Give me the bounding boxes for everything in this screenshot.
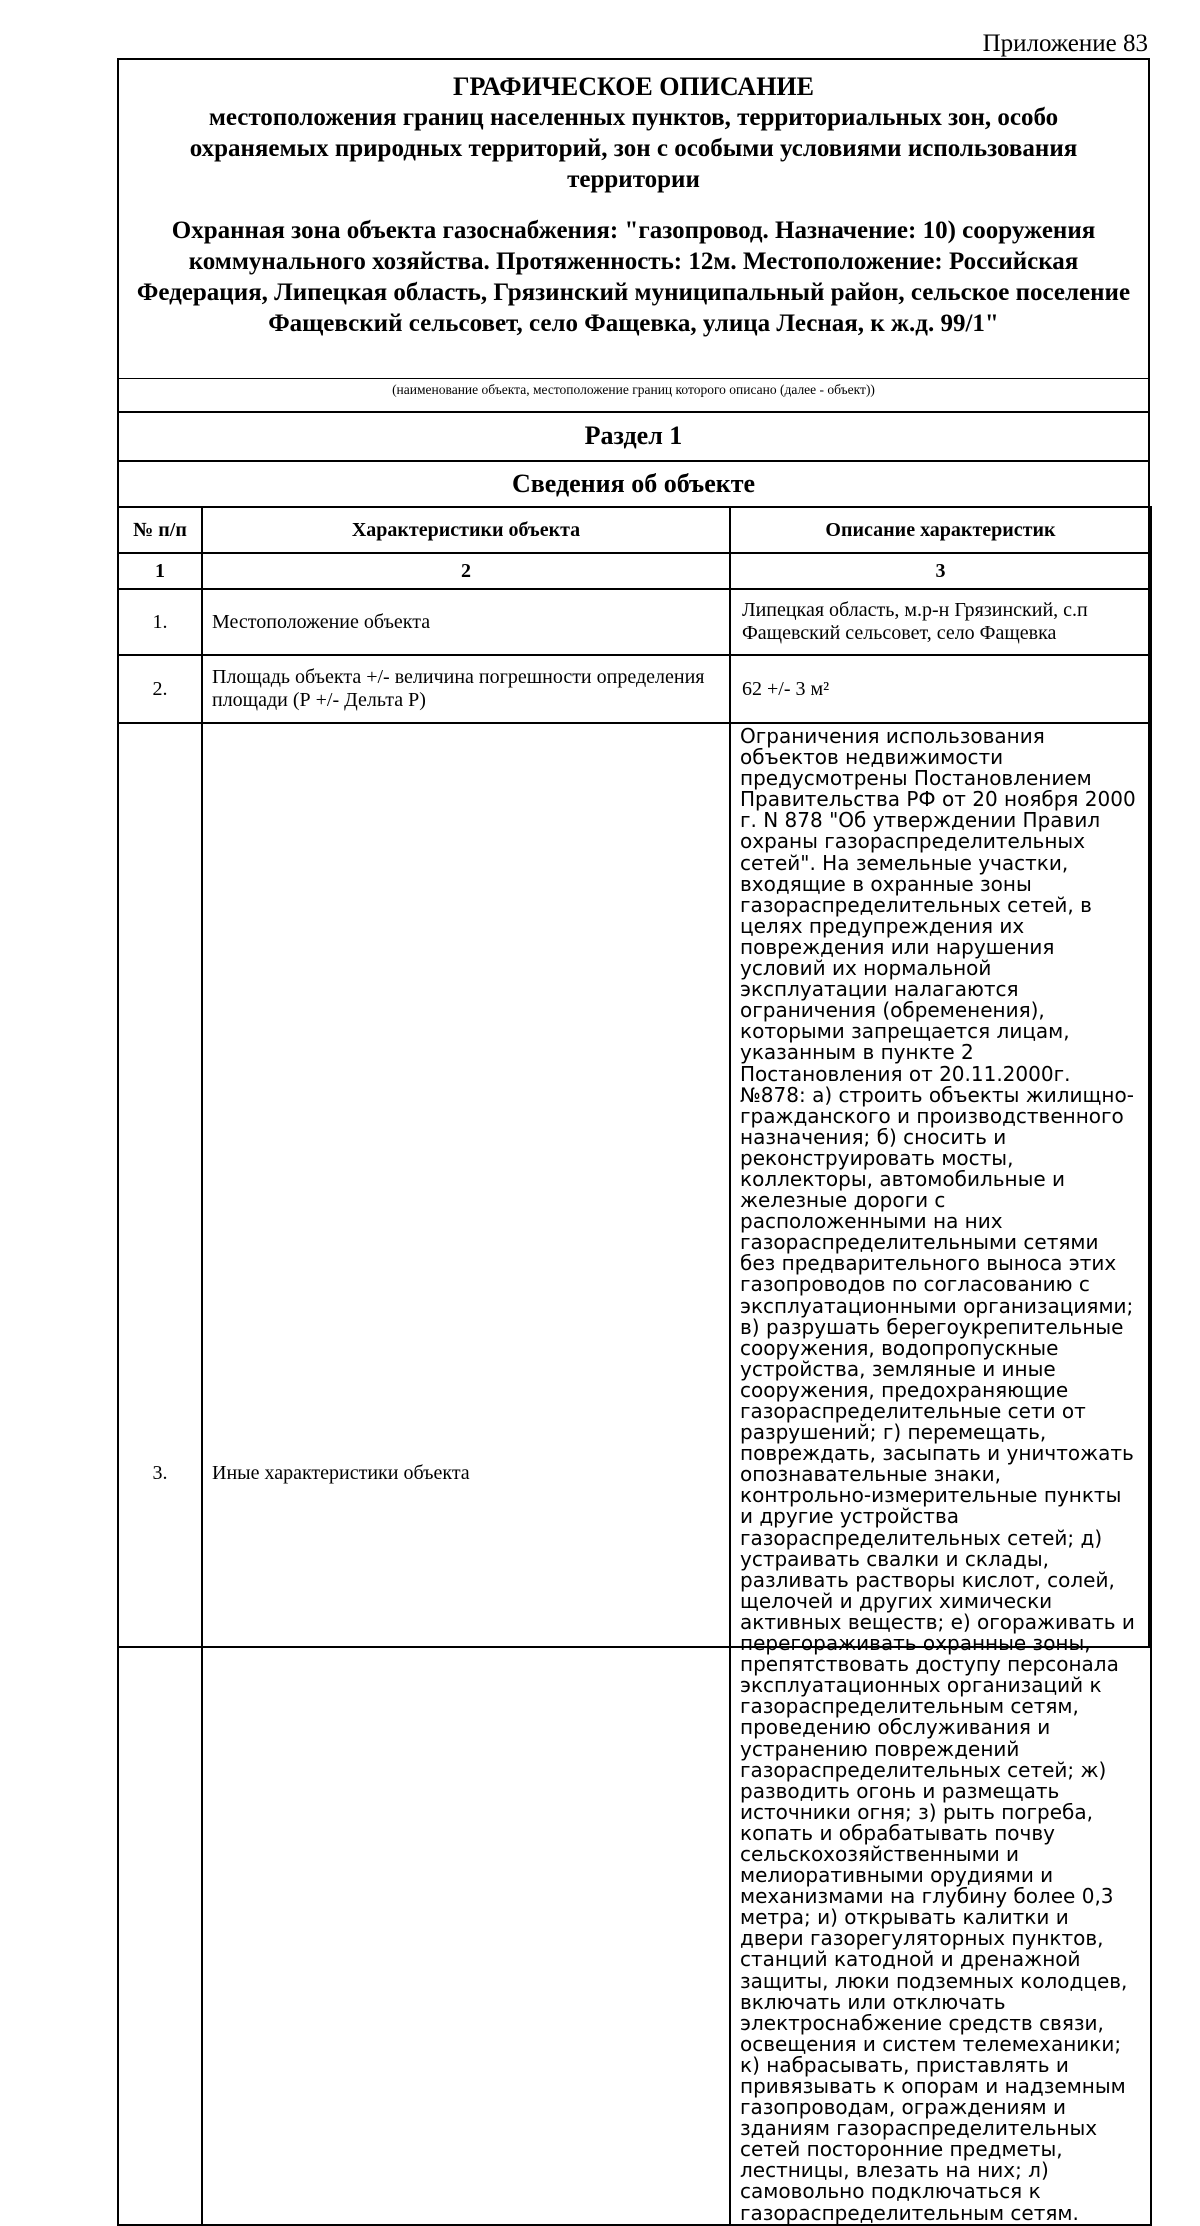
table-header-row [118, 507, 1151, 553]
table-row [118, 589, 1151, 655]
appendix-label: Приложение 83 [982, 30, 1148, 57]
document-frame [117, 58, 1150, 2225]
document-header [119, 60, 1148, 376]
divider [119, 411, 1148, 413]
row-number: 3. [118, 723, 202, 2225]
object-name: Охранная зона объекта газоснабжения: "газопровод. Назначение: 10) сооружения коммунального хозяйства. Протяженность: 12м. Местоположение: Российская Федерация, Липецкая область, Грязинский муниципальный район, сельское поселение Фащевский сельсовет, село Фащевка, улица Лесная, к ж.д. 99/1" [136, 217, 1131, 337]
row-description: Липецкая область, м.р-н Грязинский, с.п Фащевский сельсовет, село Фащевка [730, 589, 1151, 655]
column-number: 1 [118, 553, 202, 589]
document-title: ГРАФИЧЕСКОЕ ОПИСАНИЕ [453, 72, 814, 101]
document-subtitle: местоположения границ населенных пунктов, территориальных зон, особо охраняемых природных территорий, зон с особыми условиями использования территории [189, 104, 1078, 193]
object-name-caption: (наименование объекта, местоположение границ которого описано (далее - объект)) [392, 382, 875, 397]
column-header: Характеристики объекта [202, 507, 730, 553]
row-number: 1. [118, 589, 202, 655]
object-info-table [117, 506, 1152, 2226]
row-characteristic: Иные характеристики объекта [202, 723, 730, 2225]
table-row [118, 723, 1151, 2225]
column-number: 2 [202, 553, 730, 589]
section-title: Сведения об объекте [511, 469, 756, 498]
column-number-row [118, 553, 1151, 589]
section-number: Раздел 1 [584, 421, 683, 450]
row-characteristic: Площадь объекта +/- величина погрешности определения площади (Р +/- Дельта Р) [202, 655, 730, 723]
column-number: 3 [730, 553, 1151, 589]
divider [119, 378, 1148, 379]
row-description: Ограничения использования объектов недвижимости предусмотрены Постановлением Правительства РФ от 20 ноября 2000 г. N 878 "Об утверждении Правил охраны газораспределительных сетей". На земельные участки, входящие в охранные зоны газораспределительных сетей, в целях предупреждения их повреждения или нарушения условий их нормальной эксплуатации налагаются ограничения (обременения), которыми запрещается лицам, указанным в пункте 2 Постановления от 20.11.2000г. №878: а) строить объекты жилищно-гражданского и производственного назначения; б) сносить и реконструировать мосты, коллекторы, автомобильные и железные дороги с расположенными на них газораспределительными сетями без предварительного выноса этих газопроводов по согласованию с эксплуатационными организациями; в) разрушать берегоукрепительные сооружения, водопропускные устройства, земляные и иные сооружения, предохраняющие газораспределительные сети от разрушений; г) перемещать, повреждать, засыпать и уничтожать опознавательные знаки, контрольно-измерительные пункты и другие устройства газораспределительных сетей; д) устраивать свалки и склады, разливать растворы кислот, солей, щелочей и других химически активных веществ; е) огораживать и перегораживать охранные зоны, препятствовать доступу персонала эксплуатационных организаций к газораспределительным сетям, проведению обслуживания и устранению повреждений газораспределительных сетей; ж) разводить огонь и размещать источники огня; з) рыть погреба, копать и обрабатывать почву сельскохозяйственными и мелиоративными орудиями и механизмами на глубину более 0,3 метра; и) открывать калитки и двери газорегуляторных пунктов, станций катодной и дренажной защиты, люки подземных колодцев, включать или отключать электроснабжение средств связи, освещения и систем телемеханики; к) набрасывать, приставлять и привязывать к опорам и надземным газопроводам, ограждениям и зданиям газораспределительных сетей посторонние предметы, лестницы, влезать на них; л) самовольно подключаться к газораспределительным сетям. [730, 723, 1151, 2225]
table-row [118, 655, 1151, 723]
column-header: Описание характеристик [730, 507, 1151, 553]
row-characteristic: Местоположение объекта [202, 589, 730, 655]
row-description: 62 +/- 3 м² [730, 655, 1151, 723]
row-number: 2. [118, 655, 202, 723]
column-header: № п/п [118, 507, 202, 553]
